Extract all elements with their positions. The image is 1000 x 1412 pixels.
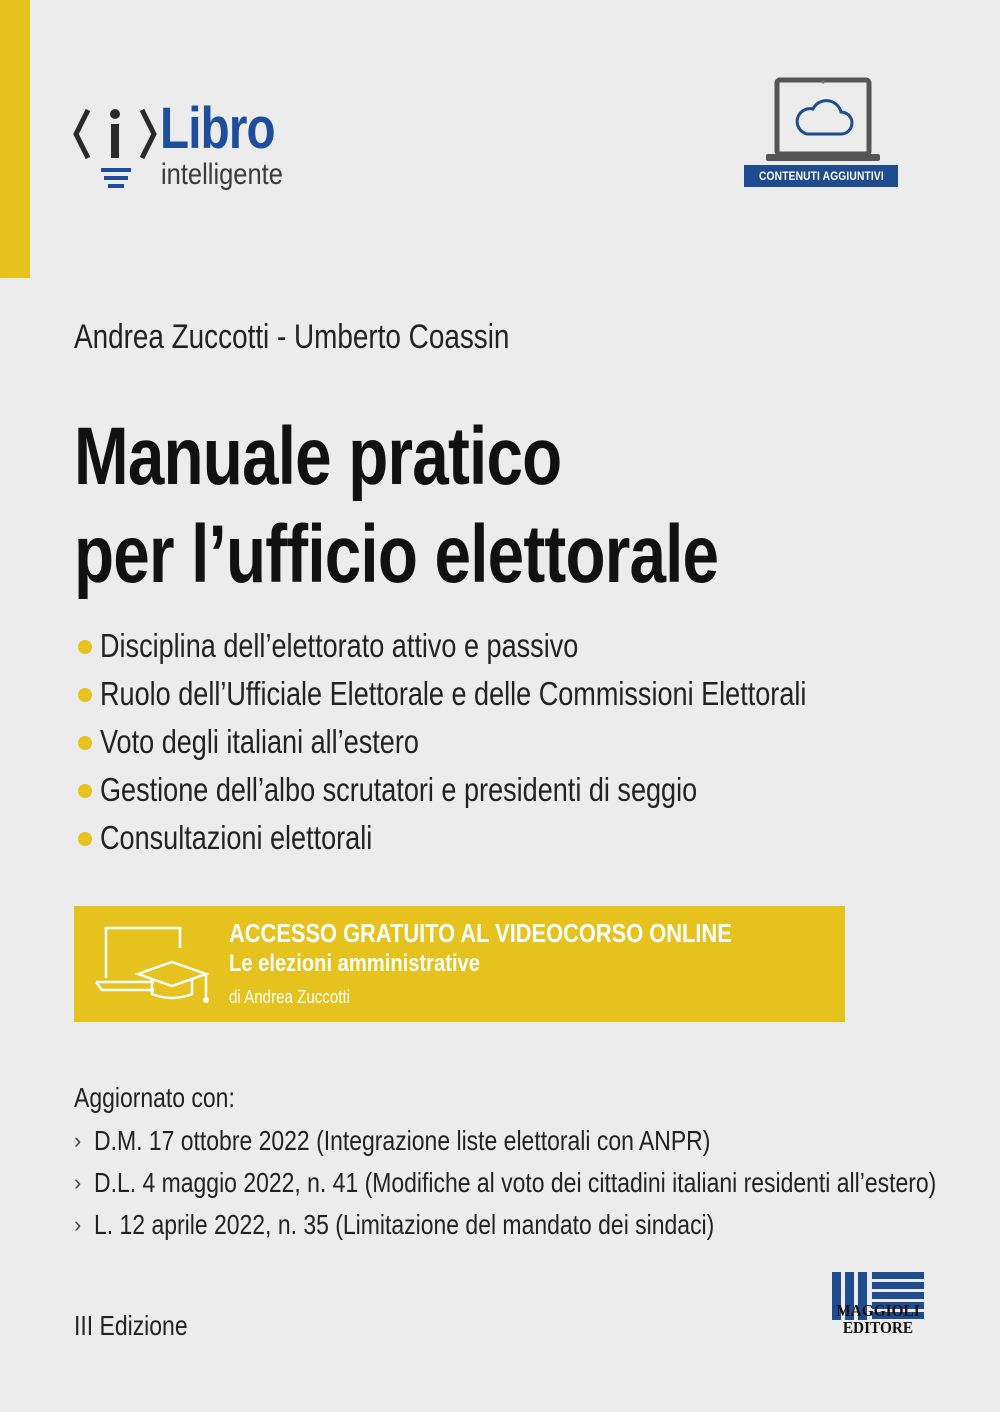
ilibro-logo bbox=[72, 96, 312, 200]
bullet-dot-icon bbox=[78, 736, 92, 750]
videocourse-banner bbox=[74, 906, 845, 1022]
bullet-dot-icon bbox=[78, 640, 92, 654]
logo-wordmark: Libro bbox=[160, 96, 275, 161]
publisher-name: MAGGIOLI EDITORE bbox=[836, 1301, 920, 1337]
chevron-right-icon: › bbox=[74, 1212, 82, 1237]
title-line-2: per l’ufficio elettorale bbox=[74, 509, 719, 600]
videocourse-heading: ACCESSO GRATUITO AL VIDEOCORSO ONLINE bbox=[229, 918, 732, 948]
chevron-right-icon: › bbox=[74, 1128, 82, 1153]
title-line-1: Manuale pratico bbox=[74, 411, 562, 502]
lightbulb-bracket-icon bbox=[72, 100, 158, 192]
bullet-dot-icon bbox=[78, 784, 92, 798]
accent-stripe bbox=[0, 0, 30, 278]
edition-label: III Edizione bbox=[74, 1310, 188, 1341]
bullet-dot-icon bbox=[78, 688, 92, 702]
book-authors: Andrea Zuccotti - Umberto Coassin bbox=[74, 318, 510, 356]
laptop-graduation-cap-icon bbox=[94, 922, 214, 1008]
book-cover: Libro intelligente CONTENUTI AGGIUNTIVI Andrea Zuccotti - Umberto Coassin Manuale pratico per l’ufficio elettorale Disciplina dell’elettorato attivo e passivo Ruolo dell’Ufficiale Elettorale e delle Commissioni Elettorali Voto degli italiani all’estero Gestione dell’albo scrutatori e presidenti di seggio Consultazioni elettorali ACCESSO GRATUITO AL VIDEOCORSO ONLINE Le elezioni amministrative di Andrea Zuccotti Aggiornato con: › D.M. 17 ottobre 2022 (Integrazione liste elettorali con ANPR) › D.L. 4 maggio 2022, n. 41 (Modifiche al voto dei cittadini italiani residenti all’estero) › L. 12 aprile 2022, n. 35 (Limitazione del mandato dei sindaci) III Edizione MAGGIOLI EDITORE bbox=[0, 0, 1000, 1412]
additional-content-badge: CONTENUTI AGGIUNTIVI bbox=[744, 165, 898, 187]
updated-label: Aggiornato con: bbox=[74, 1082, 235, 1113]
videocourse-author: di Andrea Zuccotti bbox=[229, 987, 351, 1007]
videocourse-subtitle: Le elezioni amministrative bbox=[229, 950, 480, 977]
bullet-dot-icon bbox=[78, 832, 92, 846]
logo-subtitle: intelligente bbox=[161, 158, 283, 191]
book-title bbox=[74, 408, 718, 604]
chevron-right-icon: › bbox=[74, 1170, 82, 1195]
